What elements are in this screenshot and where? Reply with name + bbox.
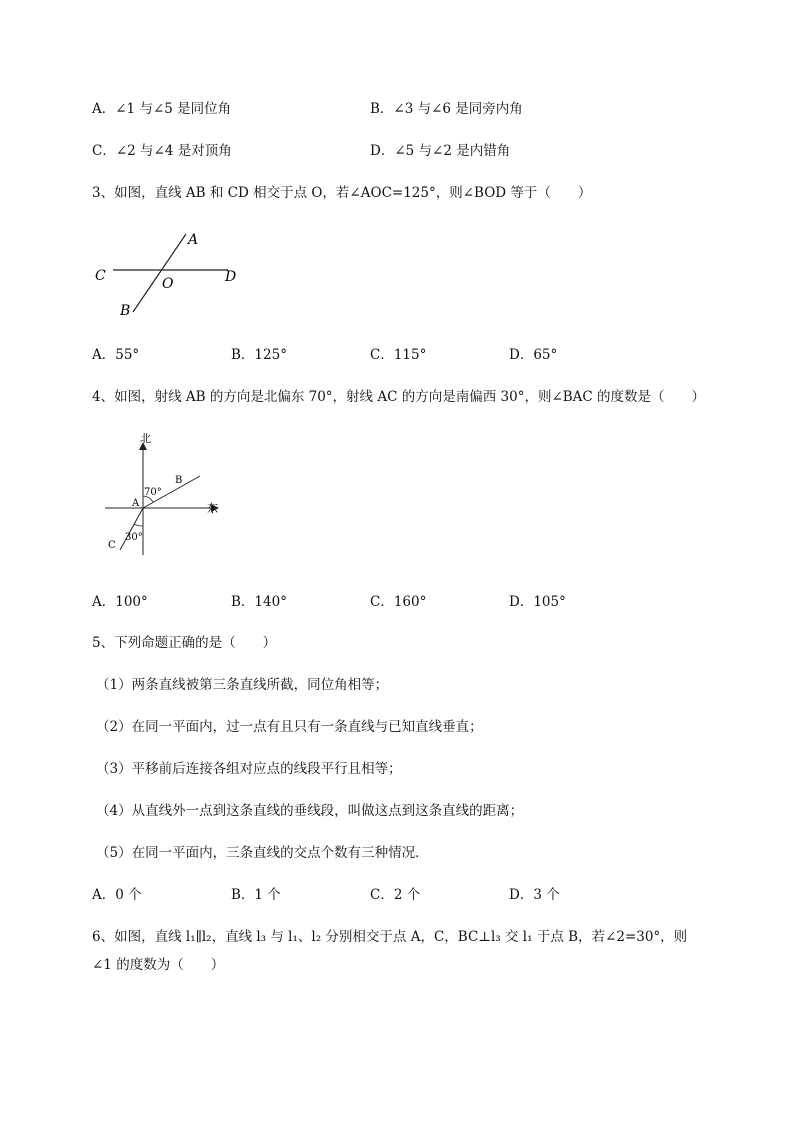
- q5-option-b: B．1 个: [231, 887, 281, 903]
- q4-option-d: D．105°: [509, 594, 566, 610]
- q4-stem: 4、如图，射线 AB 的方向是北偏东 70°，射线 AC 的方向是南偏西 30°，则∠BAC 的度数是（ ）: [92, 389, 706, 405]
- q5-stem: 5、下列命题正确的是（ ）: [92, 635, 277, 651]
- q4-label-c: C: [108, 540, 116, 551]
- q5-option-a: A．0 个: [92, 887, 142, 903]
- q5-statement-4: （4）从直线外一点到这条直线的垂线段，叫做这点到这条直线的距离；: [96, 803, 524, 819]
- q5-option-c: C．2 个: [370, 887, 421, 903]
- q4-label-b: B: [175, 475, 183, 486]
- q2-option-a: A．∠1 与∠5 是同位角: [92, 101, 232, 117]
- q6-stem-line2: ∠1 的度数为（ ）: [92, 957, 225, 973]
- q4-label-north: 北: [140, 432, 151, 445]
- q4-angle-30: 30°: [125, 532, 143, 543]
- q4-label-east: 东: [207, 502, 218, 515]
- q3-label-b: B: [120, 303, 131, 319]
- q5-statement-3: （3）平移前后连接各组对应点的线段平行且相等；: [96, 761, 402, 777]
- q5-statement-1: （1）两条直线被第三条直线所截，同位角相等；: [96, 677, 389, 693]
- q4-option-c: C．160°: [370, 594, 427, 610]
- q3-option-a: A．55°: [92, 347, 140, 363]
- q4-option-a: A．100°: [92, 594, 148, 610]
- q6-stem-line1: 6、如图，直线 l₁∥l₂，直线 l₃ 与 l₁、l₂ 分别相交于点 A，C，BC⊥l₃ 交 l₁ 于点 B，若∠2=30°，则: [92, 929, 688, 945]
- q2-option-d: D．∠5 与∠2 是内错角: [370, 143, 511, 159]
- q5-statement-5: （5）在同一平面内，三条直线的交点个数有三种情况．: [96, 845, 429, 861]
- q3-option-b: B．125°: [231, 347, 287, 363]
- q3-option-c: C．115°: [370, 347, 427, 363]
- q3-option-d: D．65°: [509, 347, 558, 363]
- q2-option-b: B．∠3 与∠6 是同旁内角: [370, 101, 523, 117]
- q5-statement-2: （2）在同一平面内，过一点有且只有一条直线与已知直线垂直；: [96, 719, 483, 735]
- q3-label-o: O: [162, 276, 174, 292]
- q4-angle-70: 70°: [144, 487, 162, 498]
- q4-figure: [100, 430, 240, 565]
- q5-option-d: D．3 个: [509, 887, 560, 903]
- q4-option-b: B．140°: [231, 594, 287, 610]
- q3-label-c: C: [95, 268, 106, 284]
- q2-option-c: C．∠2 与∠4 是对顶角: [92, 143, 232, 159]
- q3-label-a: A: [188, 232, 199, 248]
- q3-label-d: D: [225, 269, 237, 285]
- q3-figure: [88, 226, 258, 326]
- q4-label-a: A: [132, 498, 140, 509]
- q3-stem: 3、如图，直线 AB 和 CD 相交于点 O，若∠AOC=125°，则∠BOD 等于（ ）: [92, 185, 592, 201]
